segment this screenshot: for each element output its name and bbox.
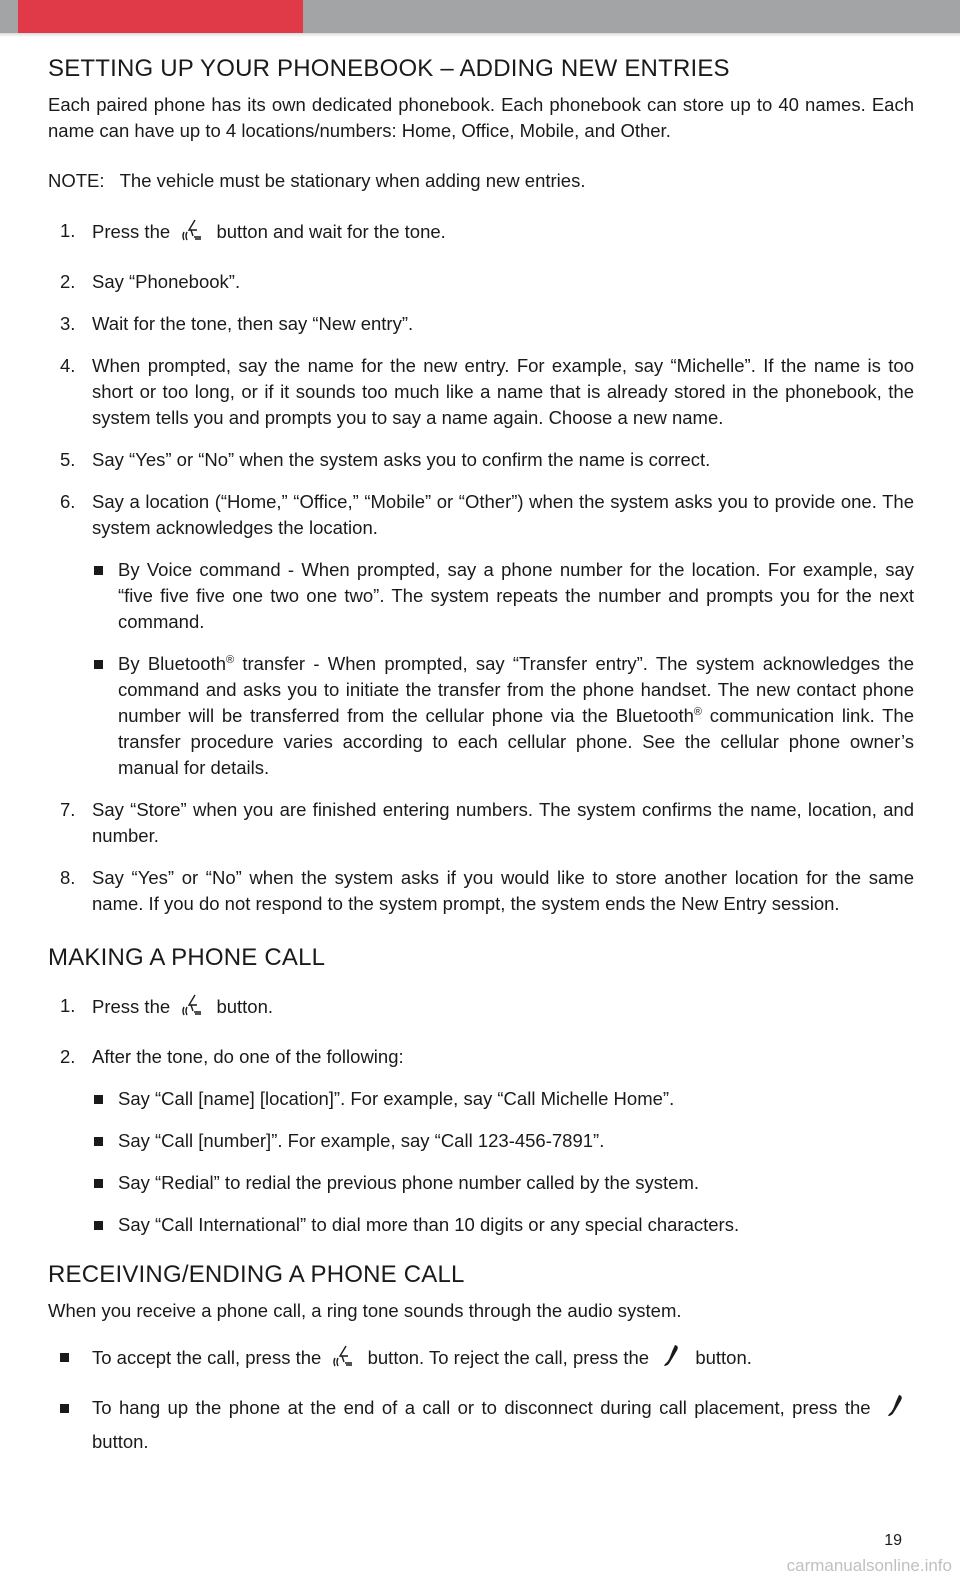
page-content [48, 54, 914, 1459]
list-item: 6. Say a location (“Home,” “Office,” “Mobile” or “Other”) when the system asks you to provide one. The system acknowledges the location. [60, 491, 914, 538]
bullet-item: Say “Redial” to redial the previous phone number called by the system. [48, 1170, 914, 1196]
list-item: 2. After the tone, do one of the following: [60, 1046, 404, 1067]
list-item: 5. Say “Yes” or “No” when the system asks you to confirm the name is correct. [60, 449, 711, 470]
bullet-square-icon [94, 1095, 103, 1104]
list-item: 4. When prompted, say the name for the new entry. For example, say “Michelle”. If the name is too short or too long, or if it sounds too much like a name that is already stored in the phonebook, the system tells you and prompts you to say a name again. Choose a new name. [60, 355, 914, 428]
header-accent [18, 0, 303, 33]
voice-talk-icon [330, 1344, 358, 1368]
section-title-receiving-call: RECEIVING/ENDING A PHONE CALL [48, 1261, 465, 1288]
list-item: 2. Say “Phonebook”. [60, 271, 241, 292]
phone-handset-icon [658, 1344, 686, 1368]
paragraph-intro: Each paired phone has its own dedicated phonebook. Each phonebook can store up to 40 names. Each name can have up to 4 locations/numbers: Home, Office, Mobile, and Other. [48, 94, 914, 141]
bullet-square-icon [94, 1137, 103, 1146]
header-bar [0, 0, 960, 33]
list-item: 7. Say “Store” when you are finished entering numbers. The system confirms the name, location, and number. [60, 799, 914, 846]
list-item: 8. Say “Yes” or “No” when the system asks if you would like to store another location for the same name. If you do not respond to the system prompt, the system ends the New Entry session. [60, 867, 914, 914]
bullet-square-icon [94, 1221, 103, 1230]
bullet-item: To accept the call, press the button. To reject the call, press the button. [48, 1344, 914, 1371]
bullet-square-icon [60, 1404, 69, 1413]
section-title-making-call: MAKING A PHONE CALL [48, 944, 326, 971]
voice-talk-icon [179, 993, 207, 1017]
bullet-square-icon [94, 660, 103, 669]
bullet-item: Say “Call [name] [location]”. For example, say “Call Michelle Home”. [48, 1086, 914, 1112]
bullet-item: Say “Call International” to dial more than 10 digits or any special characters. [48, 1212, 914, 1238]
note [48, 168, 914, 194]
section-title-phonebook: SETTING UP YOUR PHONEBOOK – ADDING NEW ENTRIES [48, 55, 730, 82]
note-label: NOTE: [48, 170, 105, 191]
bullet-item: To hang up the phone at the end of a call or to disconnect during call placement, press the button. [48, 1391, 914, 1459]
note-text: The vehicle must be stationary when adding new entries. [119, 170, 586, 191]
paragraph-receiving: When you receive a phone call, a ring tone sounds through the audio system. [48, 1300, 682, 1321]
page-number: 19 [884, 1532, 902, 1549]
watermark: carmanualsonline.info [786, 1556, 952, 1575]
phone-handset-icon [882, 1394, 910, 1418]
bullet-square-icon [94, 566, 103, 575]
list-item: 1. Press the button. [60, 995, 274, 1017]
list-item: 1. Press the button and wait for the tone. [60, 220, 446, 242]
list-item: 3. Wait for the tone, then say “New entry”. [60, 313, 414, 334]
voice-talk-icon [179, 218, 207, 242]
bullet-item: By Bluetooth® transfer - When prompted, say “Transfer entry”. The system acknowledges the command and asks you to initiate the transfer from the phone handset. The new contact phone number will be transferred from the cellular phone via the Bluetooth® communication link. The transfer procedure varies according to each cellular phone. See the cellular phone owner’s manual for details. [48, 651, 914, 781]
bullet-item: By Voice command - When prompted, say a phone number for the location. For example, say “five five five one two one two”. The system repeats the number and prompts you for the next command. [48, 557, 914, 635]
bullet-item: Say “Call [number]”. For example, say “Call 123-456-7891”. [48, 1128, 914, 1154]
bullet-square-icon [60, 1353, 69, 1362]
bullet-square-icon [94, 1179, 103, 1188]
